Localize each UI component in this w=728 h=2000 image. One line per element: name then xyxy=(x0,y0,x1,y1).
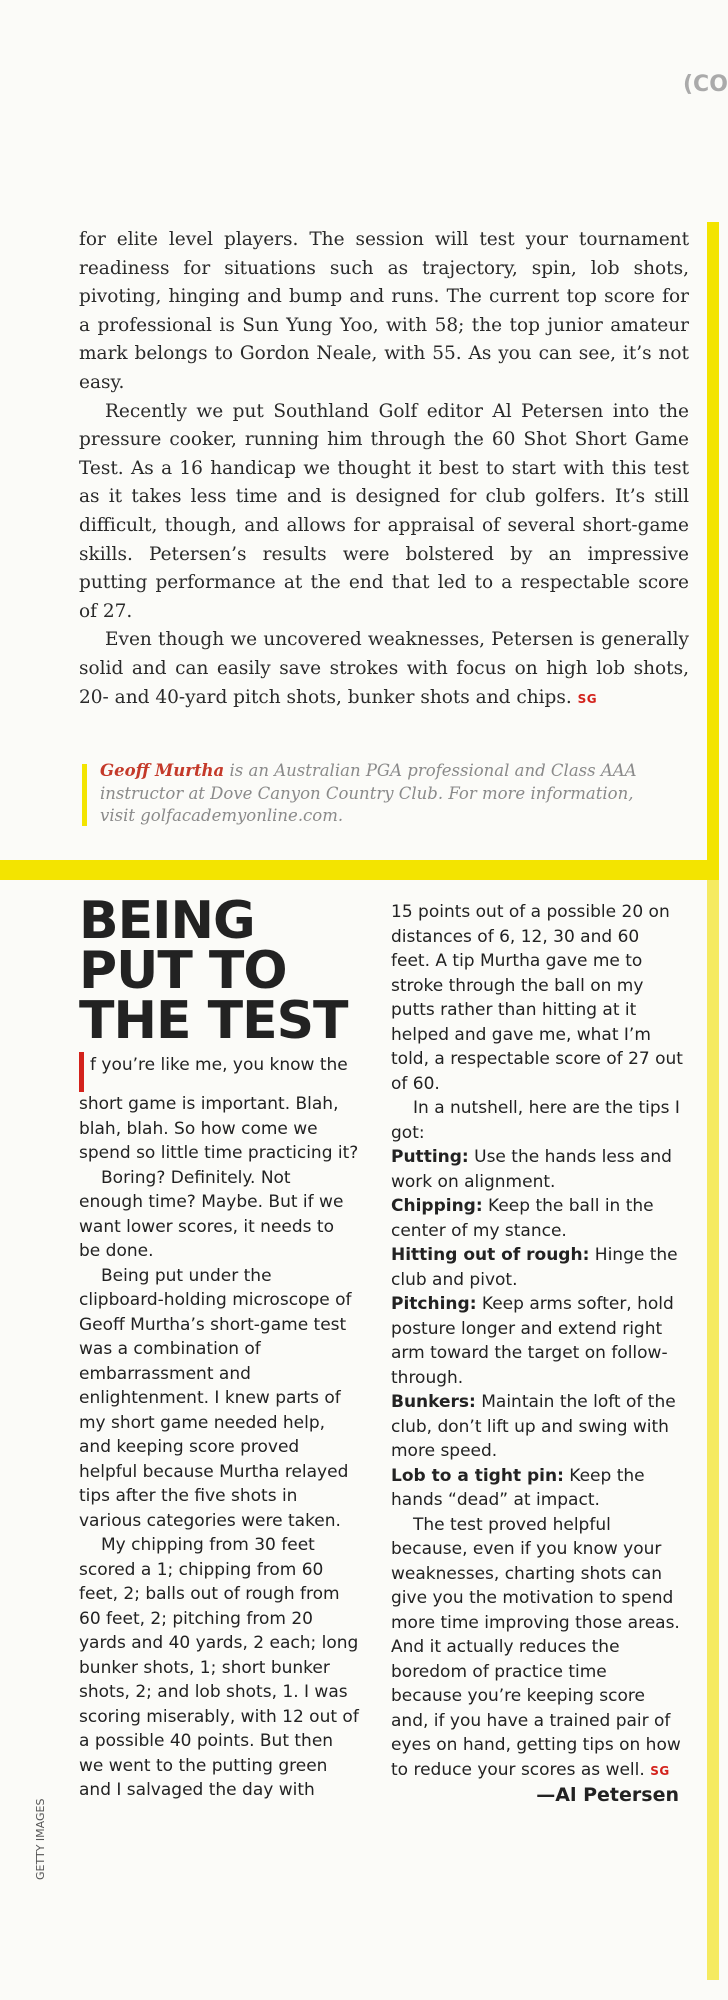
article-paragraph: Recently we put Southland Golf editor Al Petersen into the pressure cooker, running him through the 60 Shot Short Game Test. As a 16 handicap we thought it best to start with this test as it takes less time and is designed for club golfers. It’s still difficult, though, and allows for appraisal of several short-game skills. Petersen’s results were bolstered by an impressive putting performance at the end that led to a respectable score of 27. xyxy=(79,400,689,622)
sidebar-paragraph: 15 points out of a possible 20 on distances of 6, 12, 30 and 60 feet. A tip Murtha gave me to stroke through the ball on my putts rather than hitting at it helped and gave me, what I’m told, a respectable score of 27 out of 60. xyxy=(391,902,683,1094)
sidebar-paragraph: My chipping from 30 feet scored a 1; chipping from 60 feet, 2; balls out of rough from 60 feet, 2; pitching from 20 yards and 40 yards, 2 each; long bunker shots, 1; short bunker shots, 2; and lob shots, 1. I was scoring miserably, with 12 out of a possible 40 points. But then we went to the putting green and I salvaged the day with xyxy=(79,1535,359,1800)
article-paragraph xyxy=(79,626,689,713)
section-divider xyxy=(0,860,719,880)
tip-text: Use the hands less and work on alignment. xyxy=(391,1147,672,1192)
continued-tab: (CO xyxy=(683,72,728,97)
sidebar-paragraph: Being put under the clipboard-holding microscope of Geoff Murtha’s short-game test was a combination of embarrassment and enlightenment. I knew parts of my short game needed help, and keeping score proved helpful because Murtha relayed tips after the five shots in various categories were taken. xyxy=(79,1265,352,1531)
sidebar-column-left xyxy=(79,1052,359,1803)
author-name: Geoff Murtha xyxy=(100,761,225,780)
tip-label: Putting: xyxy=(391,1147,469,1167)
author-bio-text: is an Australian PGA professional and Class AAA instructor at Dove Canyon Country Club. For more information, visit golfacademyonline.com. xyxy=(100,761,637,825)
tip-text: Keep the hands “dead” at impact. xyxy=(391,1465,645,1510)
edge-color-strip xyxy=(707,222,719,862)
drop-cap-marker xyxy=(79,1052,84,1092)
end-mark: SG xyxy=(577,691,598,706)
tip-label: Hitting out of rough: xyxy=(391,1245,590,1265)
tip-label: Lob to a tight pin: xyxy=(391,1465,564,1486)
headline-line: BEING xyxy=(79,891,255,951)
tip-text: Keep arms softer, hold posture longer and extend right arm toward the target on follow-through. xyxy=(391,1294,674,1388)
sidebar-paragraph-text: f you’re like me, you know the short game is important. Blah, blah, blah. So how come we spend so little time practicing it? xyxy=(79,1055,359,1163)
article-paragraph-text: Even though we uncovered weaknesses, Petersen is generally solid and can easily save strokes with focus on high lob shots, 20- and 40-yard pitch shots, bunker shots and chips. xyxy=(79,629,689,708)
sidebar-paragraph: Boring? Definitely. Not enough time? Maybe. But if we want lower scores, it needs to be done. xyxy=(79,1167,344,1261)
sidebar-paragraph-text: The test proved helpful because, even if you know your weaknesses, charting shots can give you the motivation to spend more time improving those areas. And it actually reduces the boredom of practice time because you’re keeping score and, if you have a trained pair of eyes on hand, getting tips on how to reduce your scores as well. xyxy=(391,1514,681,1780)
tip-item xyxy=(391,1194,683,1243)
article-paragraph: for elite level players. The session will test your tournament readiness for situations such as trajectory, spin, lob shots, pivoting, hinging and bump and runs. The current top score for a professional is Sun Yung Yoo, with 58; the top junior amateur mark belongs to Gordon Neale, with 55. As you can see, it’s not easy. xyxy=(79,229,689,393)
tip-item xyxy=(391,1243,683,1292)
sidebar-paragraph: In a nutshell, here are the tips I got: xyxy=(391,1098,680,1143)
tip-label: Pitching: xyxy=(391,1294,477,1314)
sidebar-paragraph xyxy=(391,1513,683,1784)
tip-label: Bunkers: xyxy=(391,1392,476,1412)
photo-credit: GETTY IMAGES xyxy=(34,1798,47,1880)
article-body xyxy=(79,226,689,713)
end-mark: SG xyxy=(650,1763,670,1778)
tip-label: Chipping: xyxy=(391,1196,483,1216)
bio-accent-bar xyxy=(82,764,87,826)
tip-item xyxy=(391,1292,683,1390)
tip-text: Keep the ball in the center of my stance. xyxy=(391,1196,654,1241)
tip-text: Maintain the loft of the club, don’t lift up and swing with more speed. xyxy=(391,1392,676,1461)
tip-item xyxy=(391,1145,683,1194)
author-bio xyxy=(100,760,670,828)
byline: —Al Petersen xyxy=(536,1784,679,1806)
tip-item xyxy=(391,1464,683,1513)
tip-text: Hinge the club and pivot. xyxy=(391,1245,678,1290)
sidebar-paragraph xyxy=(79,1052,359,1166)
sidebar-column-right xyxy=(391,900,683,1808)
edge-color-strip-lower xyxy=(707,880,719,1980)
tip-item xyxy=(391,1390,683,1464)
headline-line: THE TEST xyxy=(79,991,348,1051)
sidebar-headline xyxy=(79,891,369,1051)
headline-line: PUT TO xyxy=(79,941,287,1001)
